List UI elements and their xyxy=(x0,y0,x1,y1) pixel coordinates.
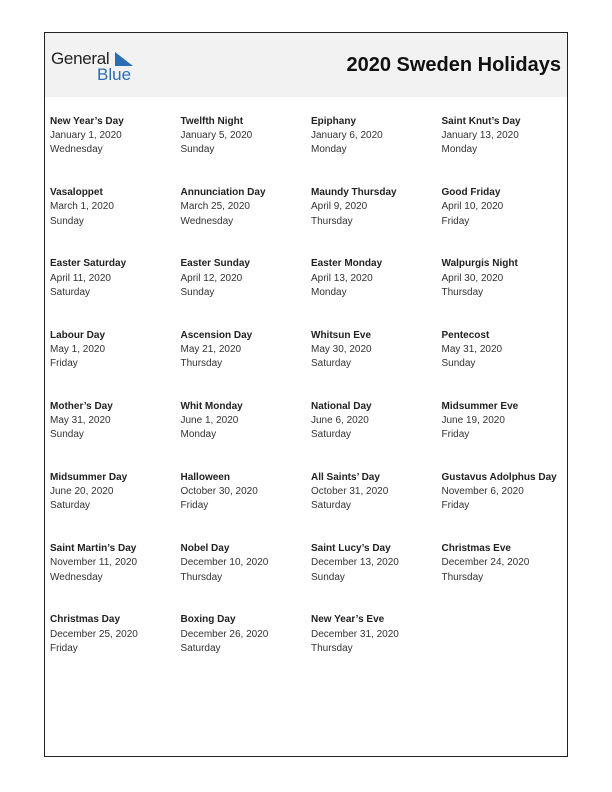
holiday-day: Wednesday xyxy=(50,144,103,156)
holiday-date: April 9, 2020 xyxy=(311,201,368,213)
holiday-name: Twelfth Night xyxy=(180,116,244,127)
holiday-name: Christmas Day xyxy=(50,614,121,626)
holiday-name: Gustavus Adolphus Day xyxy=(441,471,557,483)
holiday-date: May 1, 2020 xyxy=(50,343,106,355)
holiday-day: Sunday xyxy=(441,357,476,369)
holiday-date: December 25, 2020 xyxy=(50,628,138,640)
logo-general-text: General xyxy=(51,49,110,68)
holiday-date: April 11, 2020 xyxy=(50,272,111,284)
holiday-name: Epiphany xyxy=(311,116,357,127)
holiday-item xyxy=(442,329,566,400)
holiday-date: January 6, 2020 xyxy=(311,130,383,142)
holiday-item xyxy=(181,613,312,684)
holiday-date: June 6, 2020 xyxy=(311,414,369,426)
holiday-date: December 10, 2020 xyxy=(180,557,269,569)
holiday-item xyxy=(311,613,442,684)
holiday-name: New Year’s Eve xyxy=(311,614,385,626)
holiday-day: Monday xyxy=(441,144,478,156)
holiday-item xyxy=(311,257,442,328)
holiday-date: November 11, 2020 xyxy=(50,557,138,569)
holiday-date: May 21, 2020 xyxy=(180,343,242,355)
holiday-item xyxy=(50,400,181,471)
holiday-item xyxy=(442,471,566,542)
holiday-item xyxy=(181,542,312,613)
holiday-day: Saturday xyxy=(311,500,352,512)
holiday-date: June 20, 2020 xyxy=(50,486,114,498)
holiday-name: Maundy Thursday xyxy=(311,187,397,199)
holiday-item xyxy=(442,115,566,186)
holiday-name: Easter Saturday xyxy=(50,258,127,270)
holiday-item xyxy=(311,542,442,613)
header-band xyxy=(45,33,567,97)
holiday-name: Midsummer Day xyxy=(50,471,128,483)
holiday-name: Saint Knut’s Day xyxy=(441,116,521,127)
holiday-name: Christmas Eve xyxy=(441,543,511,555)
holiday-date: April 13, 2020 xyxy=(311,272,373,284)
holiday-item xyxy=(181,329,312,400)
holiday-item xyxy=(311,400,442,471)
holiday-date: November 6, 2020 xyxy=(441,486,524,498)
holiday-day: Thursday xyxy=(441,571,484,583)
holiday-date: April 12, 2020 xyxy=(180,272,243,284)
holiday-name: Midsummer Eve xyxy=(441,400,519,412)
holiday-day: Sunday xyxy=(180,144,215,156)
holiday-item xyxy=(181,115,312,186)
holiday-item xyxy=(50,613,181,684)
page-title: 2020 Sweden Holidays xyxy=(346,54,561,76)
holiday-name: Easter Sunday xyxy=(180,258,250,270)
holiday-name: Mother’s Day xyxy=(50,400,113,412)
holiday-item xyxy=(311,471,442,542)
holiday-item xyxy=(50,257,181,328)
holiday-day: Saturday xyxy=(311,429,352,441)
holiday-day: Thursday xyxy=(441,286,484,298)
holiday-name: Whit Monday xyxy=(180,400,243,412)
holiday-date: December 13, 2020 xyxy=(311,557,399,569)
holiday-name: Walpurgis Night xyxy=(441,258,518,270)
holiday-date: May 30, 2020 xyxy=(311,343,372,355)
holiday-day: Wednesday xyxy=(50,571,103,583)
holiday-day: Thursday xyxy=(180,571,223,583)
holiday-date: May 31, 2020 xyxy=(441,343,503,355)
holiday-name: Annunciation Day xyxy=(180,187,266,199)
holiday-item xyxy=(181,400,312,471)
holiday-item xyxy=(311,329,442,400)
holiday-date: October 30, 2020 xyxy=(180,486,258,498)
logo[interactable] xyxy=(51,50,141,86)
holiday-date: March 25, 2020 xyxy=(180,201,250,213)
holiday-day: Saturday xyxy=(50,286,91,298)
holiday-item xyxy=(442,257,566,328)
holiday-name: Saint Martin’s Day xyxy=(50,543,137,555)
holiday-day: Monday xyxy=(311,144,347,156)
holiday-day: Wednesday xyxy=(180,215,234,227)
logo-blue-text: Blue xyxy=(97,65,132,84)
holiday-day: Friday xyxy=(441,500,470,512)
holiday-grid xyxy=(50,115,565,685)
holiday-day: Sunday xyxy=(50,429,84,441)
holiday-date: December 26, 2020 xyxy=(180,628,269,640)
holiday-day: Sunday xyxy=(180,286,215,298)
logo-triangle-icon xyxy=(113,52,133,66)
holiday-date: January 5, 2020 xyxy=(180,130,253,142)
holiday-day: Thursday xyxy=(180,357,223,369)
holiday-date: October 31, 2020 xyxy=(311,486,389,498)
holiday-item xyxy=(181,257,312,328)
holiday-item xyxy=(50,329,181,400)
holiday-day: Friday xyxy=(441,215,470,227)
holiday-name: Labour Day xyxy=(50,329,106,341)
holiday-day: Friday xyxy=(50,642,78,654)
holiday-date: June 1, 2020 xyxy=(180,414,239,426)
holiday-date: January 13, 2020 xyxy=(441,130,519,142)
page-frame xyxy=(44,32,568,757)
holiday-item xyxy=(181,186,312,257)
holiday-date: December 31, 2020 xyxy=(311,628,399,640)
holiday-date: June 19, 2020 xyxy=(441,414,505,426)
holiday-date: January 1, 2020 xyxy=(50,130,122,142)
holiday-name: Easter Monday xyxy=(311,258,383,270)
holiday-date: March 1, 2020 xyxy=(50,201,114,213)
holiday-item xyxy=(181,471,312,542)
holiday-name: Ascension Day xyxy=(180,329,253,341)
holiday-name: Nobel Day xyxy=(180,543,230,555)
holiday-item xyxy=(442,186,566,257)
holiday-day: Friday xyxy=(50,357,78,369)
holiday-day: Friday xyxy=(441,429,470,441)
holiday-name: Whitsun Eve xyxy=(311,329,372,341)
holiday-item xyxy=(50,115,181,186)
holiday-day: Sunday xyxy=(50,215,84,227)
holiday-name: Vasaloppet xyxy=(50,187,103,199)
holiday-date: April 30, 2020 xyxy=(441,272,504,284)
holiday-name: Pentecost xyxy=(441,329,490,341)
holiday-item xyxy=(311,186,442,257)
holiday-day: Saturday xyxy=(311,357,352,369)
holiday-day: Friday xyxy=(180,500,209,512)
holiday-item xyxy=(311,115,442,186)
holiday-item xyxy=(50,186,181,257)
holiday-name: All Saints’ Day xyxy=(311,471,380,483)
holiday-day: Saturday xyxy=(180,642,221,654)
holiday-day: Thursday xyxy=(311,215,353,227)
holiday-date: April 10, 2020 xyxy=(441,201,504,213)
holiday-day: Thursday xyxy=(311,642,353,654)
holiday-item xyxy=(50,471,181,542)
holiday-day: Monday xyxy=(311,286,347,298)
holiday-item xyxy=(442,400,566,471)
holiday-name: New Year’s Day xyxy=(50,116,124,127)
holiday-item xyxy=(442,542,566,613)
holiday-date: May 31, 2020 xyxy=(50,414,111,426)
holiday-item xyxy=(50,542,181,613)
holiday-name: Saint Lucy’s Day xyxy=(311,543,391,555)
holiday-name: Halloween xyxy=(180,471,230,483)
holiday-date: December 24, 2020 xyxy=(441,557,530,569)
holiday-day: Monday xyxy=(180,429,217,441)
holiday-name: National Day xyxy=(311,400,372,412)
holiday-name: Boxing Day xyxy=(180,614,236,626)
holiday-day: Saturday xyxy=(50,500,91,512)
holiday-day: Sunday xyxy=(311,571,345,583)
holiday-name: Good Friday xyxy=(441,187,501,199)
